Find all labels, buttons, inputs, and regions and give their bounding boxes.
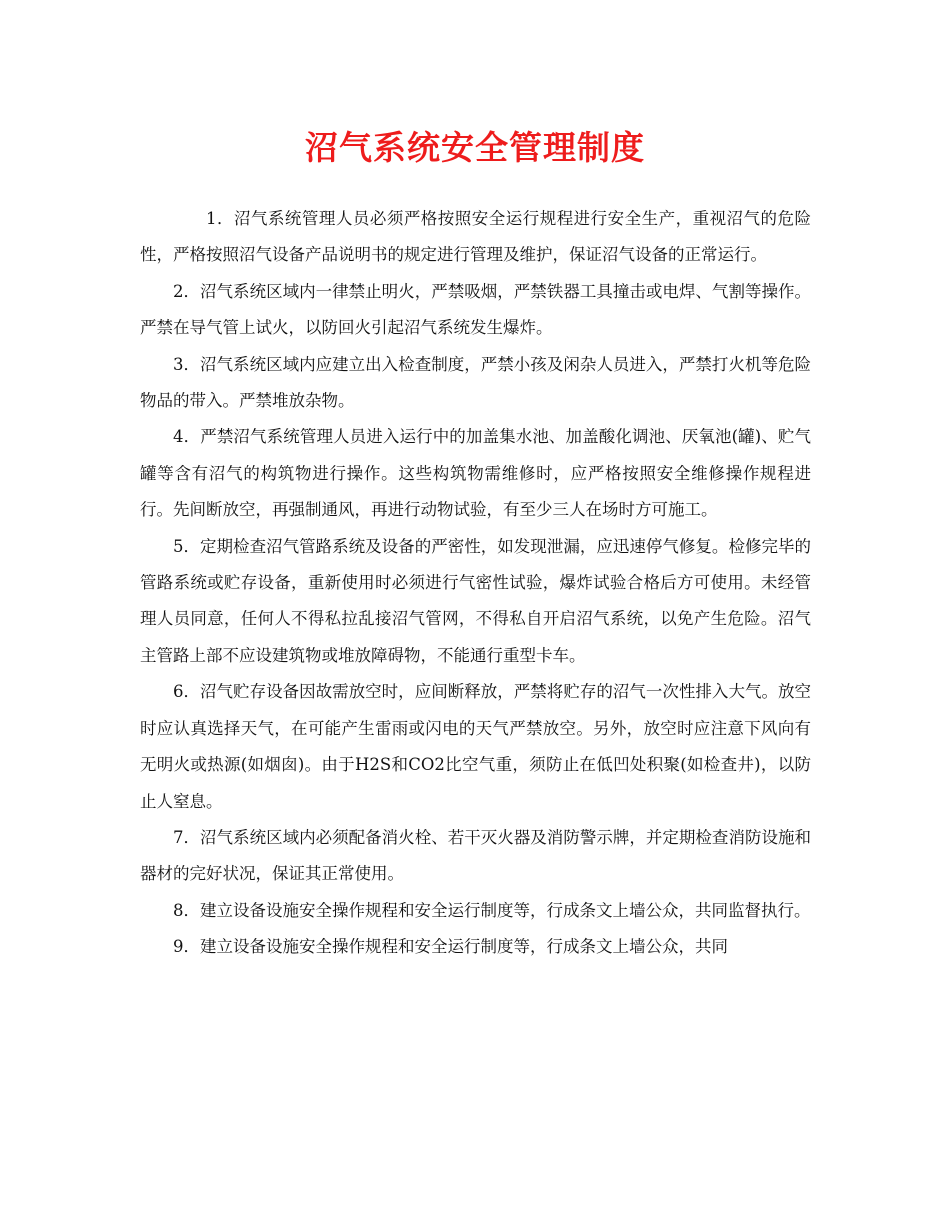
paragraph-6: 6．沼气贮存设备因故需放空时，应间断释放，严禁将贮存的沼气一次性排入大气。放空时应认真选择天气，在可能产生雷雨或闪电的天气严禁放空。另外，放空时应注意下风向有无明火或热源(如烟囱)。由于H2S和CO2比空气重，须防止在低凹处积聚(如检查井)，以防止人窒息。 (140, 682, 811, 811)
paragraph-1: 1．沼气系统管理人员必须严格按照安全运行规程进行安全生产，重视沼气的危险性，严格按照沼气设备产品说明书的规定进行管理及维护，保证沼气设备的正常运行。 (140, 209, 811, 265)
document-title: 沼气系统安全管理制度 (305, 128, 645, 167)
paragraph-8: 8．建立设备设施安全操作规程和安全运行制度等，行成条文上墙公众，共同监督执行。 (173, 900, 811, 920)
paragraph-5: 5．定期检查沼气管路系统及设备的严密性，如发现泄漏，应迅速停气修复。检修完毕的管路系统或贮存设备，重新使用时必须进行气密性试验，爆炸试验合格后方可使用。未经管理人员同意，任何人不得私拉乱接沼气管网，不得私自开启沼气系统，以免产生危险。沼气主管路上部不应设建筑物或堆放障碍物，不能通行重型卡车。 (140, 536, 811, 665)
paragraph-2: 2．沼气系统区域内一律禁止明火，严禁吸烟，严禁铁器工具撞击或电焊、气割等操作。严禁在导气管上试火，以防回火引起沼气系统发生爆炸。 (140, 281, 811, 338)
document-body (140, 201, 811, 966)
paragraph-9: 9．建立设备设施安全操作规程和安全运行制度等，行成条文上墙公众，共同 (173, 937, 728, 957)
paragraph-3: 3．沼气系统区域内应建立出入检查制度，严禁小孩及闲杂人员进入，严禁打火机等危险物品的带入。严禁堆放杂物。 (140, 354, 811, 411)
paragraph-4: 4．严禁沼气系统管理人员进入运行中的加盖集水池、加盖酸化调池、厌氧池(罐)、贮气罐等含有沼气的构筑物进行操作。这些构筑物需维修时，应严格按照安全维修操作规程进行。先间断放空，再强制通风，再进行动物试验，有至少三人在场时方可施工。 (140, 427, 811, 520)
paragraph-7: 7．沼气系统区域内必须配备消火栓、若干灭火器及消防警示牌，并定期检查消防设施和器材的完好状况，保证其正常使用。 (140, 827, 811, 884)
